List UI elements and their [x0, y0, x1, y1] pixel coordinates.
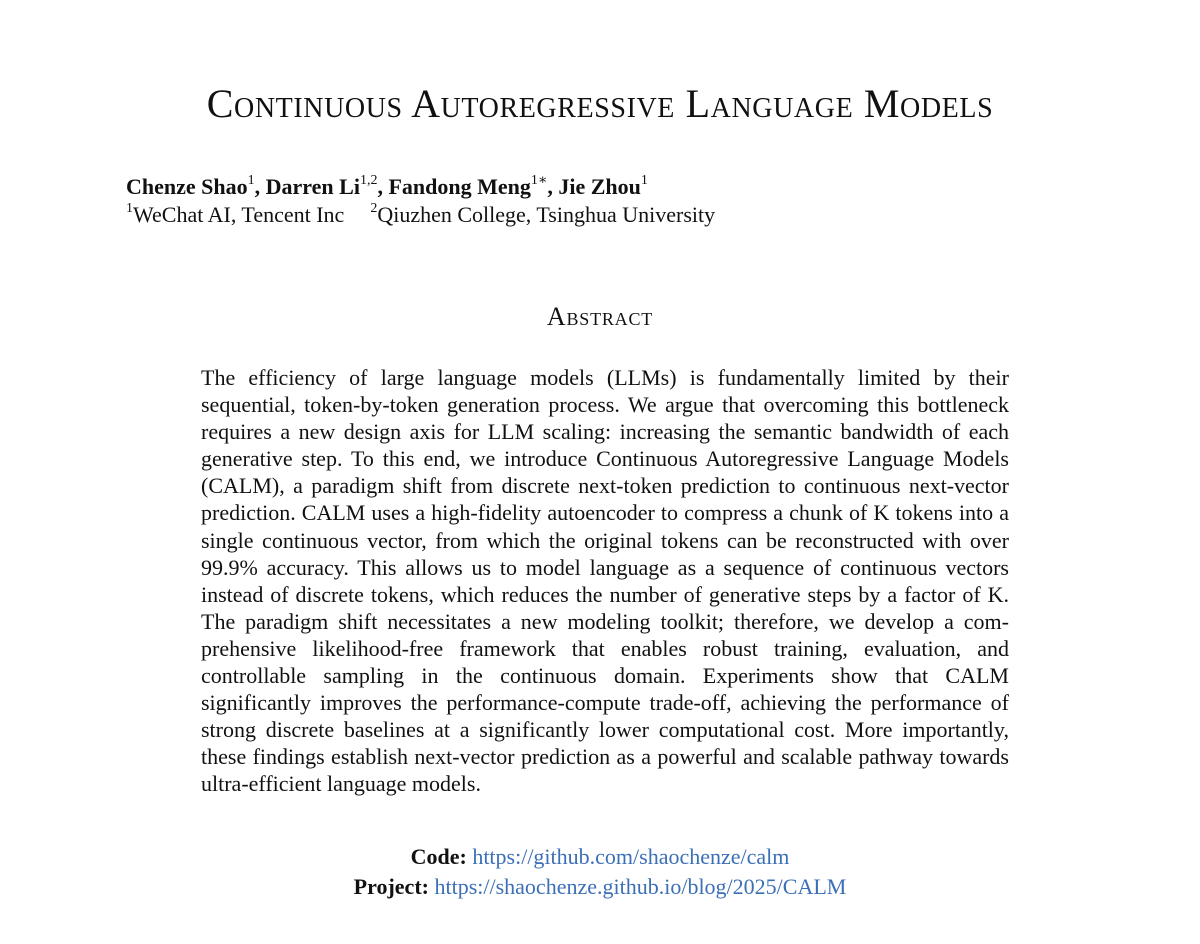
- paper-title: Continuous Autoregressive Language Models: [206, 81, 994, 126]
- author-name: Jie Zhou: [558, 174, 641, 199]
- affiliation-mark: 1: [126, 200, 133, 216]
- author-block: [126, 173, 1126, 229]
- code-label: Code:: [410, 844, 467, 869]
- author-separator: ,: [377, 174, 389, 199]
- author-list: [126, 173, 1126, 201]
- abstract-body: The efficiency of large language models (LLMs) is fundamentally limited by their sequential, token-by-token generation process. We argue that overcoming this bottleneck requires a new design axis for LLM scaling: increasing the semantic bandwidth of each generative step. To this end, we introduce Continuous Autoregressive Language Models (CALM), a paradigm shift from discrete next-token prediction to continuous next-vector prediction. CALM uses a high-fidelity autoencoder to compress a chunk of K tokens into a single continuous vector, from which the original tokens can be reconstructed with over 99.9% accuracy. This allows us to model language as a sequence of continuous vectors instead of discrete tokens, which reduces the number of generative steps by a factor of K. The paradigm shift necessitates a new modeling toolkit; therefore, we develop a comprehensive likelihood-free framework that enables robust training, evaluation, and controllable sampling in the continuous domain. Experiments show that CALM significantly improves the performance-compute trade-off, achieving the performance of strong discrete baselines at a significantly lower computational cost. More importantly, these findings establish next-vector prediction as a powerful and scalable pathway towards ultra-efficient language models.: [201, 365, 1009, 797]
- author-affiliation-mark: 1: [640, 172, 648, 188]
- author-affiliation-mark: 1,2: [359, 172, 378, 188]
- code-link-row: [0, 842, 1200, 872]
- project-label: Project:: [353, 874, 429, 899]
- author-separator: ,: [547, 174, 559, 199]
- code-link[interactable]: https://github.com/shaochenze/calm: [472, 844, 790, 869]
- author-affiliation-mark: 1: [247, 172, 255, 188]
- project-link[interactable]: https://shaochenze.github.io/blog/2025/CALM: [434, 874, 847, 899]
- abstract-heading: Abstract: [546, 302, 654, 331]
- affiliation-name: WeChat AI, Tencent Inc: [133, 202, 345, 227]
- affiliation-name: Qiuzhen College, Tsinghua University: [377, 202, 716, 227]
- author-affiliation-mark: 1∗: [530, 172, 548, 188]
- project-link-row: [0, 872, 1200, 902]
- author-separator: ,: [254, 174, 266, 199]
- author-name: Fandong Meng: [388, 174, 531, 199]
- author-name: Chenze Shao: [126, 174, 248, 199]
- links-block: [0, 842, 1200, 902]
- affiliation-mark: 2: [370, 200, 378, 216]
- author-name: Darren Li: [265, 174, 360, 199]
- affiliation-list: [126, 201, 1126, 229]
